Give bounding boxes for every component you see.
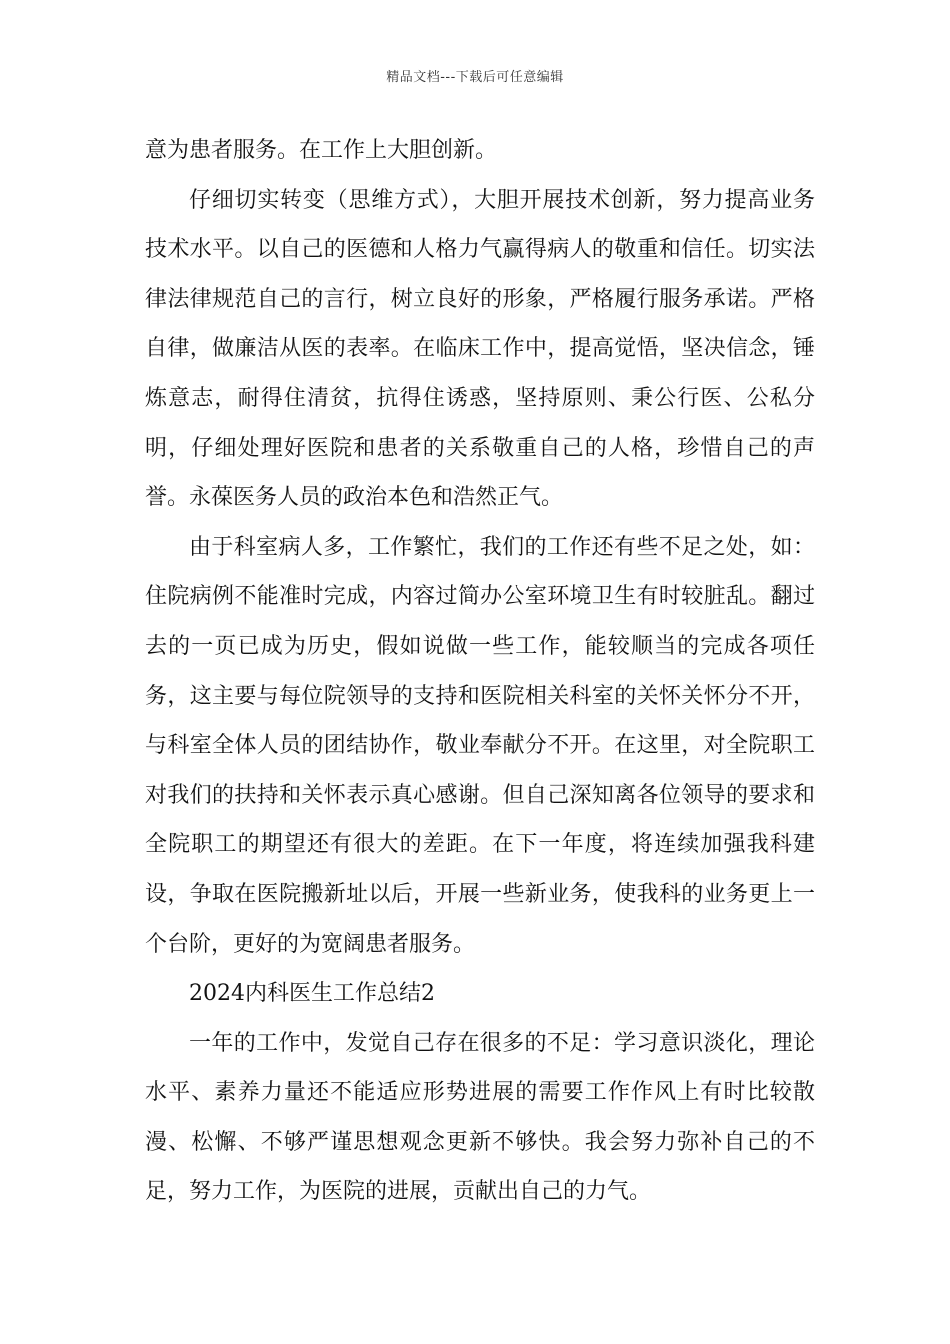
paragraph-continuation: 意为患者服务。在工作上大胆创新。 [145,138,498,163]
section-title: 2024内科医生工作总结2 [189,981,435,1007]
page-header: 精品文档---下载后可任意编辑 [386,70,564,85]
paragraph-self-assessment: 一年的工作中，发觉自己存在很多的不足：学习意识淡化，理论水平、素养力量还不能适应形势进展的需要工作作风上有时比较散漫、松懈、不够严谨思想观念更新不够快。我会努力弥补自己的不足，努力工作，为医院的进展，贡献出自己的力气。 [145,1030,815,1205]
paragraph-shortcomings-and-plans: 由于科室病人多，工作繁忙，我们的工作还有些不足之处，如：住院病例不能准时完成，内容过简办公室环境卫生有时较脏乱。翻过去的一页已成为历史，假如说做一些工作，能较顺当的完成各项任务，这主要与每位院领导的支持和医院相关科室的关怀关怀分不开，与科室全体人员的团结协作，敬业奉献分不开。在这里，对全院职工对我们的扶持和关怀表示真心感谢。但自己深知离各位领导的要求和全院职工的期望还有很大的差距。在下一年度，将连续加强我科建设，争取在医院搬新址以后，开展一些新业务，使我科的业务更上一个台阶，更好的为宽阔患者服务。 [145,534,815,957]
document-body [145,126,815,1217]
paragraph-professional-conduct: 仔细切实转变（思维方式），大胆开展技术创新，努力提高业务技术水平。以自己的医德和人格力气赢得病人的敬重和信任。切实法律法律规范自己的言行，树立良好的形象，严格履行服务承诺。严格自律，做廉洁从医的表率。在临床工作中，提高觉悟，坚决信念，锤炼意志，耐得住清贫，抗得住诱惑，坚持原则、秉公行医、公私分明，仔细处理好医院和患者的关系敬重自己的人格，珍惜自己的声誉。永葆医务人员的政治本色和浩然正气。 [145,187,815,511]
